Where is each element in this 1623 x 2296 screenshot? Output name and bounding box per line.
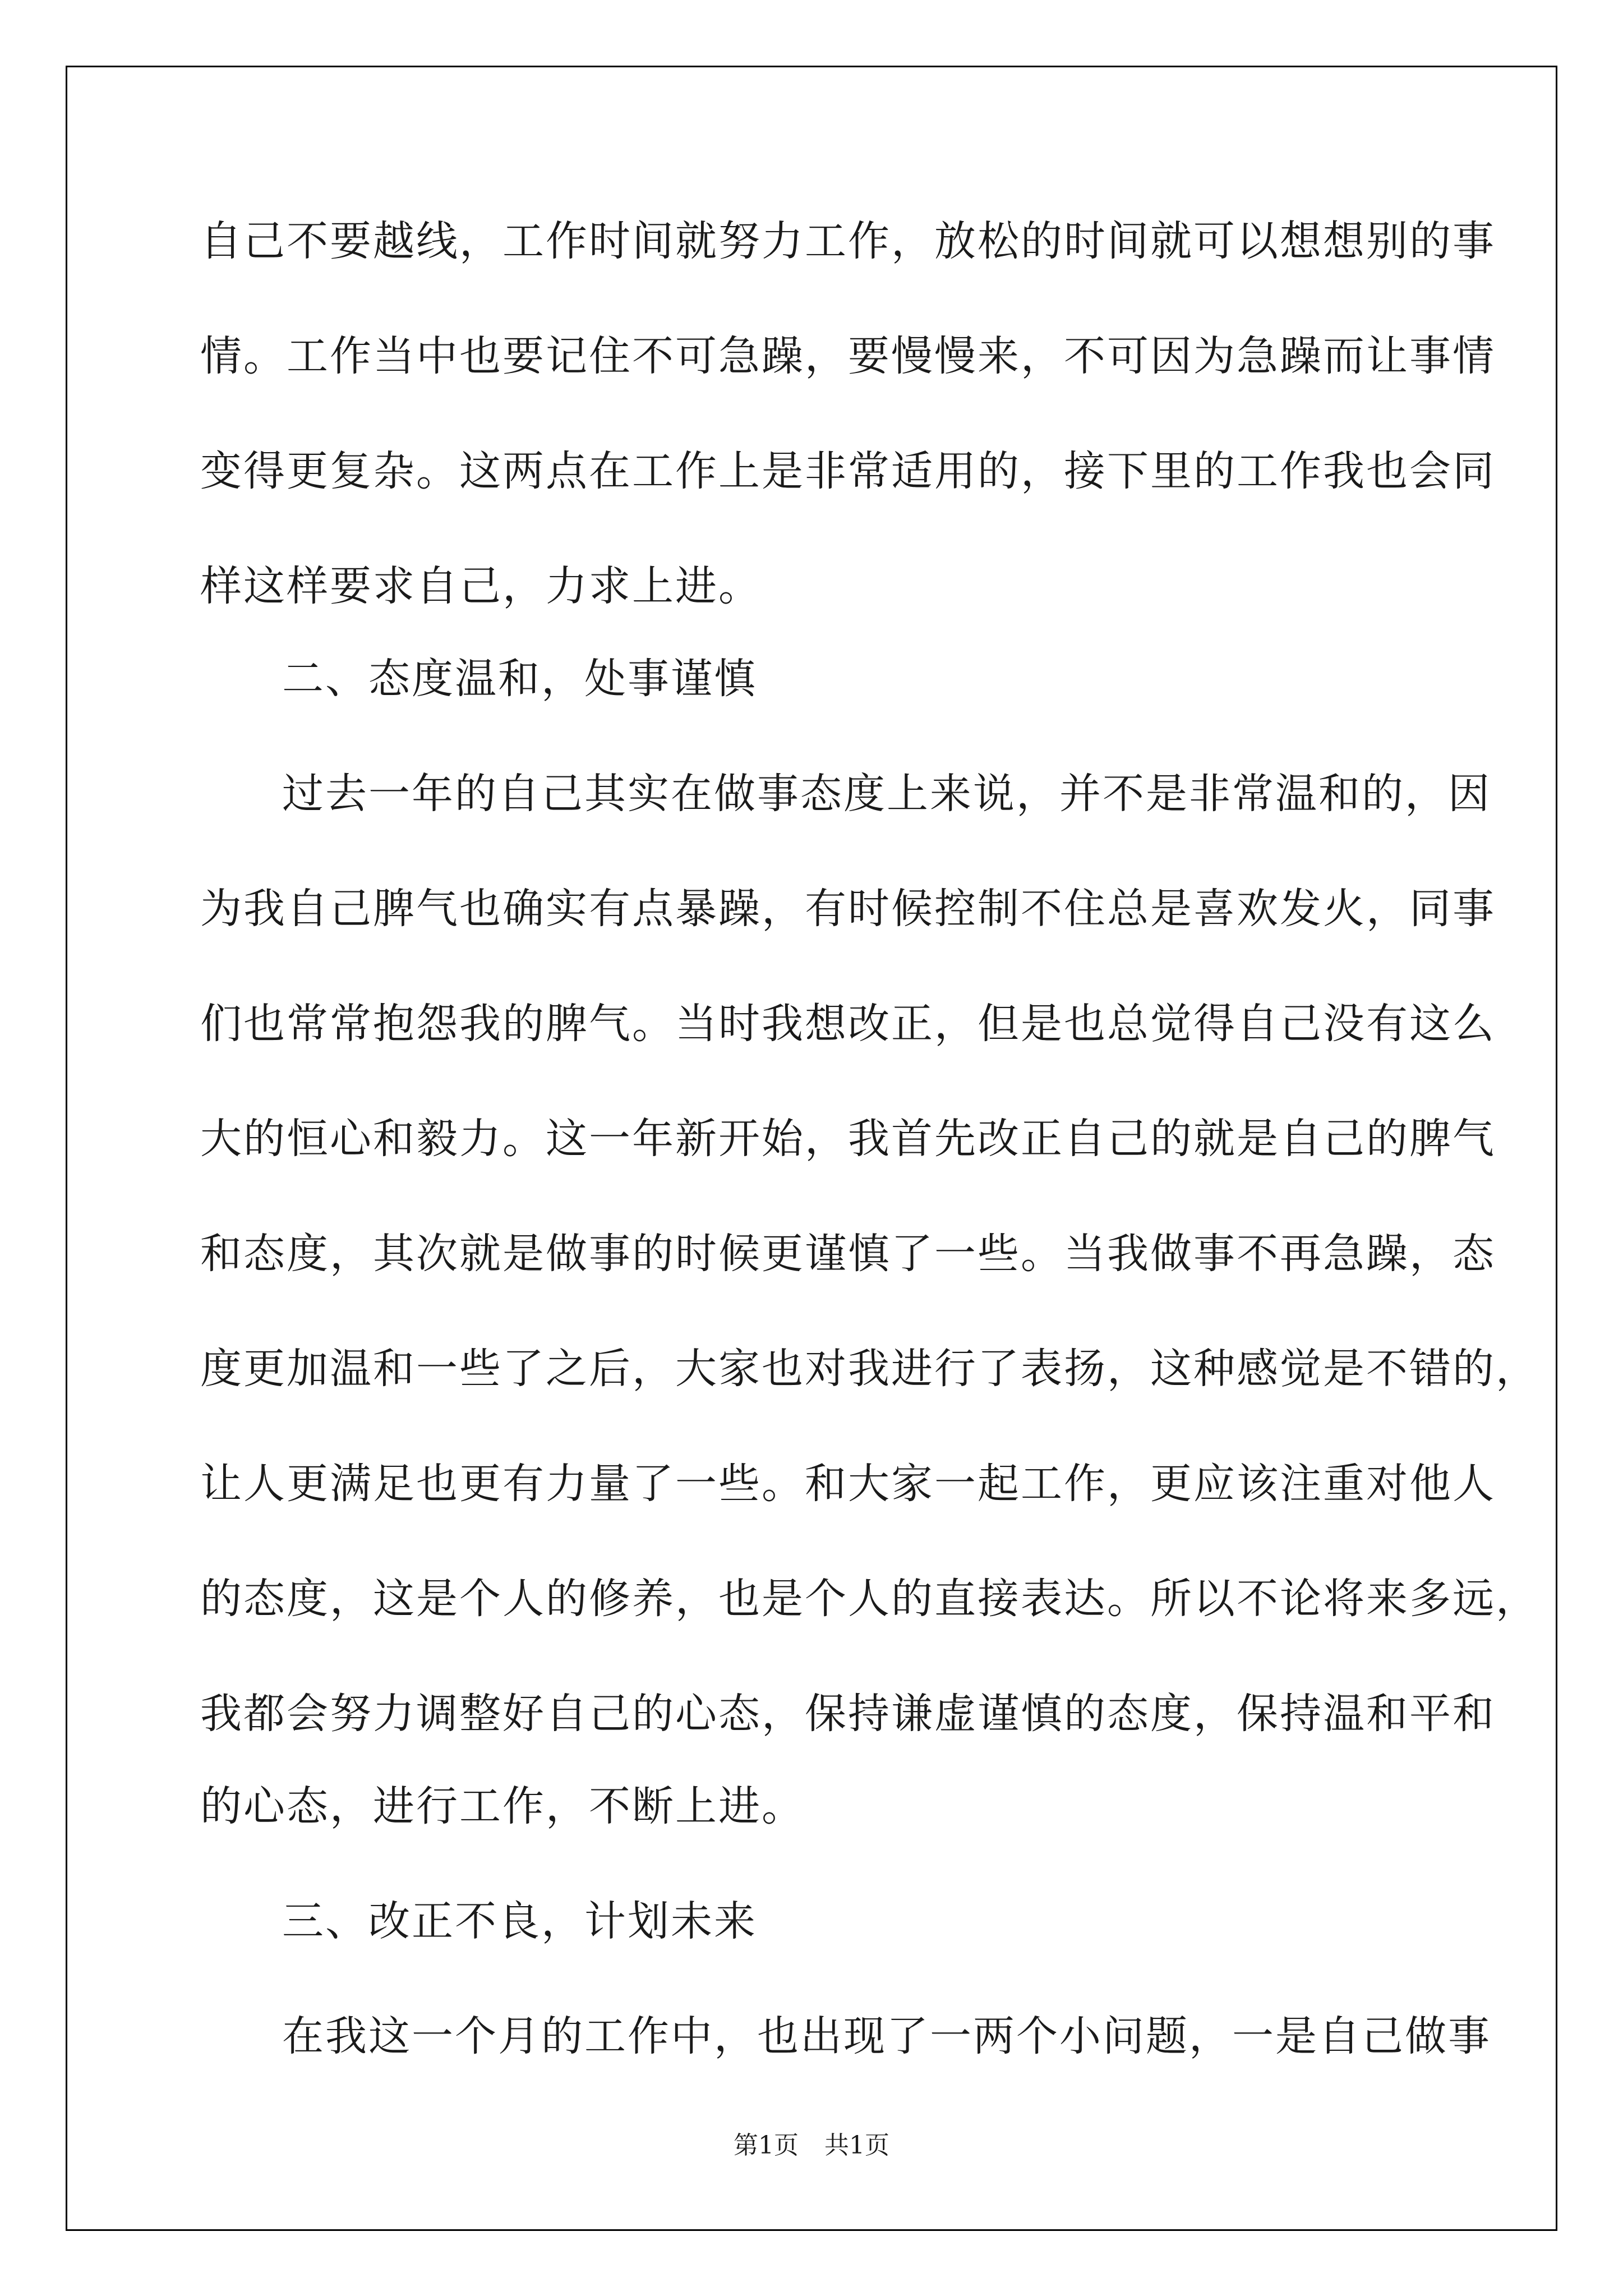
paragraph-line: 大的恒心和毅力。这一年新开始，我首先改正自己的就是自己的脾气 bbox=[200, 1115, 1496, 1163]
paragraph-line: 样这样要求自己，力求上进。 bbox=[200, 562, 762, 610]
page-total: 共1页 bbox=[824, 2131, 889, 2160]
paragraph-line: 变得更复杂。这两点在工作上是非常适用的，接下里的工作我也会同 bbox=[200, 447, 1496, 495]
paragraph-line: 的态度，这是个人的修养，也是个人的直接表达。所以不论将来多远， bbox=[200, 1575, 1539, 1623]
page-number: 第1页 bbox=[734, 2131, 799, 2160]
paragraph-line: 们也常常抱怨我的脾气。当时我想改正，但是也总觉得自己没有这么 bbox=[200, 1000, 1496, 1048]
paragraph-line: 的心态，进行工作，不断上进。 bbox=[200, 1782, 805, 1830]
page-footer bbox=[0, 2129, 1623, 2162]
section-heading: 三、改正不良，计划未来 bbox=[282, 1897, 757, 1945]
paragraph-line: 让人更满足也更有力量了一些。和大家一起工作，更应该注重对他人 bbox=[200, 1460, 1496, 1508]
paragraph-line: 度更加温和一些了之后，大家也对我进行了表扬，这种感觉是不错的， bbox=[200, 1345, 1539, 1393]
paragraph-line: 自己不要越线，工作时间就努力工作，放松的时间就可以想想别的事 bbox=[200, 217, 1496, 265]
paragraph-line: 为我自己脾气也确实有点暴躁，有时候控制不住总是喜欢发火，同事 bbox=[200, 885, 1496, 933]
paragraph-line: 我都会努力调整好自己的心态，保持谦虚谨慎的态度，保持温和平和 bbox=[200, 1690, 1496, 1738]
paragraph-line: 在我这一个月的工作中，也出现了一两个小问题，一是自己做事 bbox=[282, 2012, 1491, 2060]
paragraph-line: 和态度，其次就是做事的时候更谨慎了一些。当我做事不再急躁，态 bbox=[200, 1230, 1496, 1278]
paragraph-line: 情。工作当中也要记住不可急躁，要慢慢来，不可因为急躁而让事情 bbox=[200, 332, 1496, 380]
paragraph-line: 过去一年的自己其实在做事态度上来说，并不是非常温和的，因 bbox=[282, 770, 1491, 818]
section-heading: 二、态度温和，处事谨慎 bbox=[282, 655, 757, 703]
